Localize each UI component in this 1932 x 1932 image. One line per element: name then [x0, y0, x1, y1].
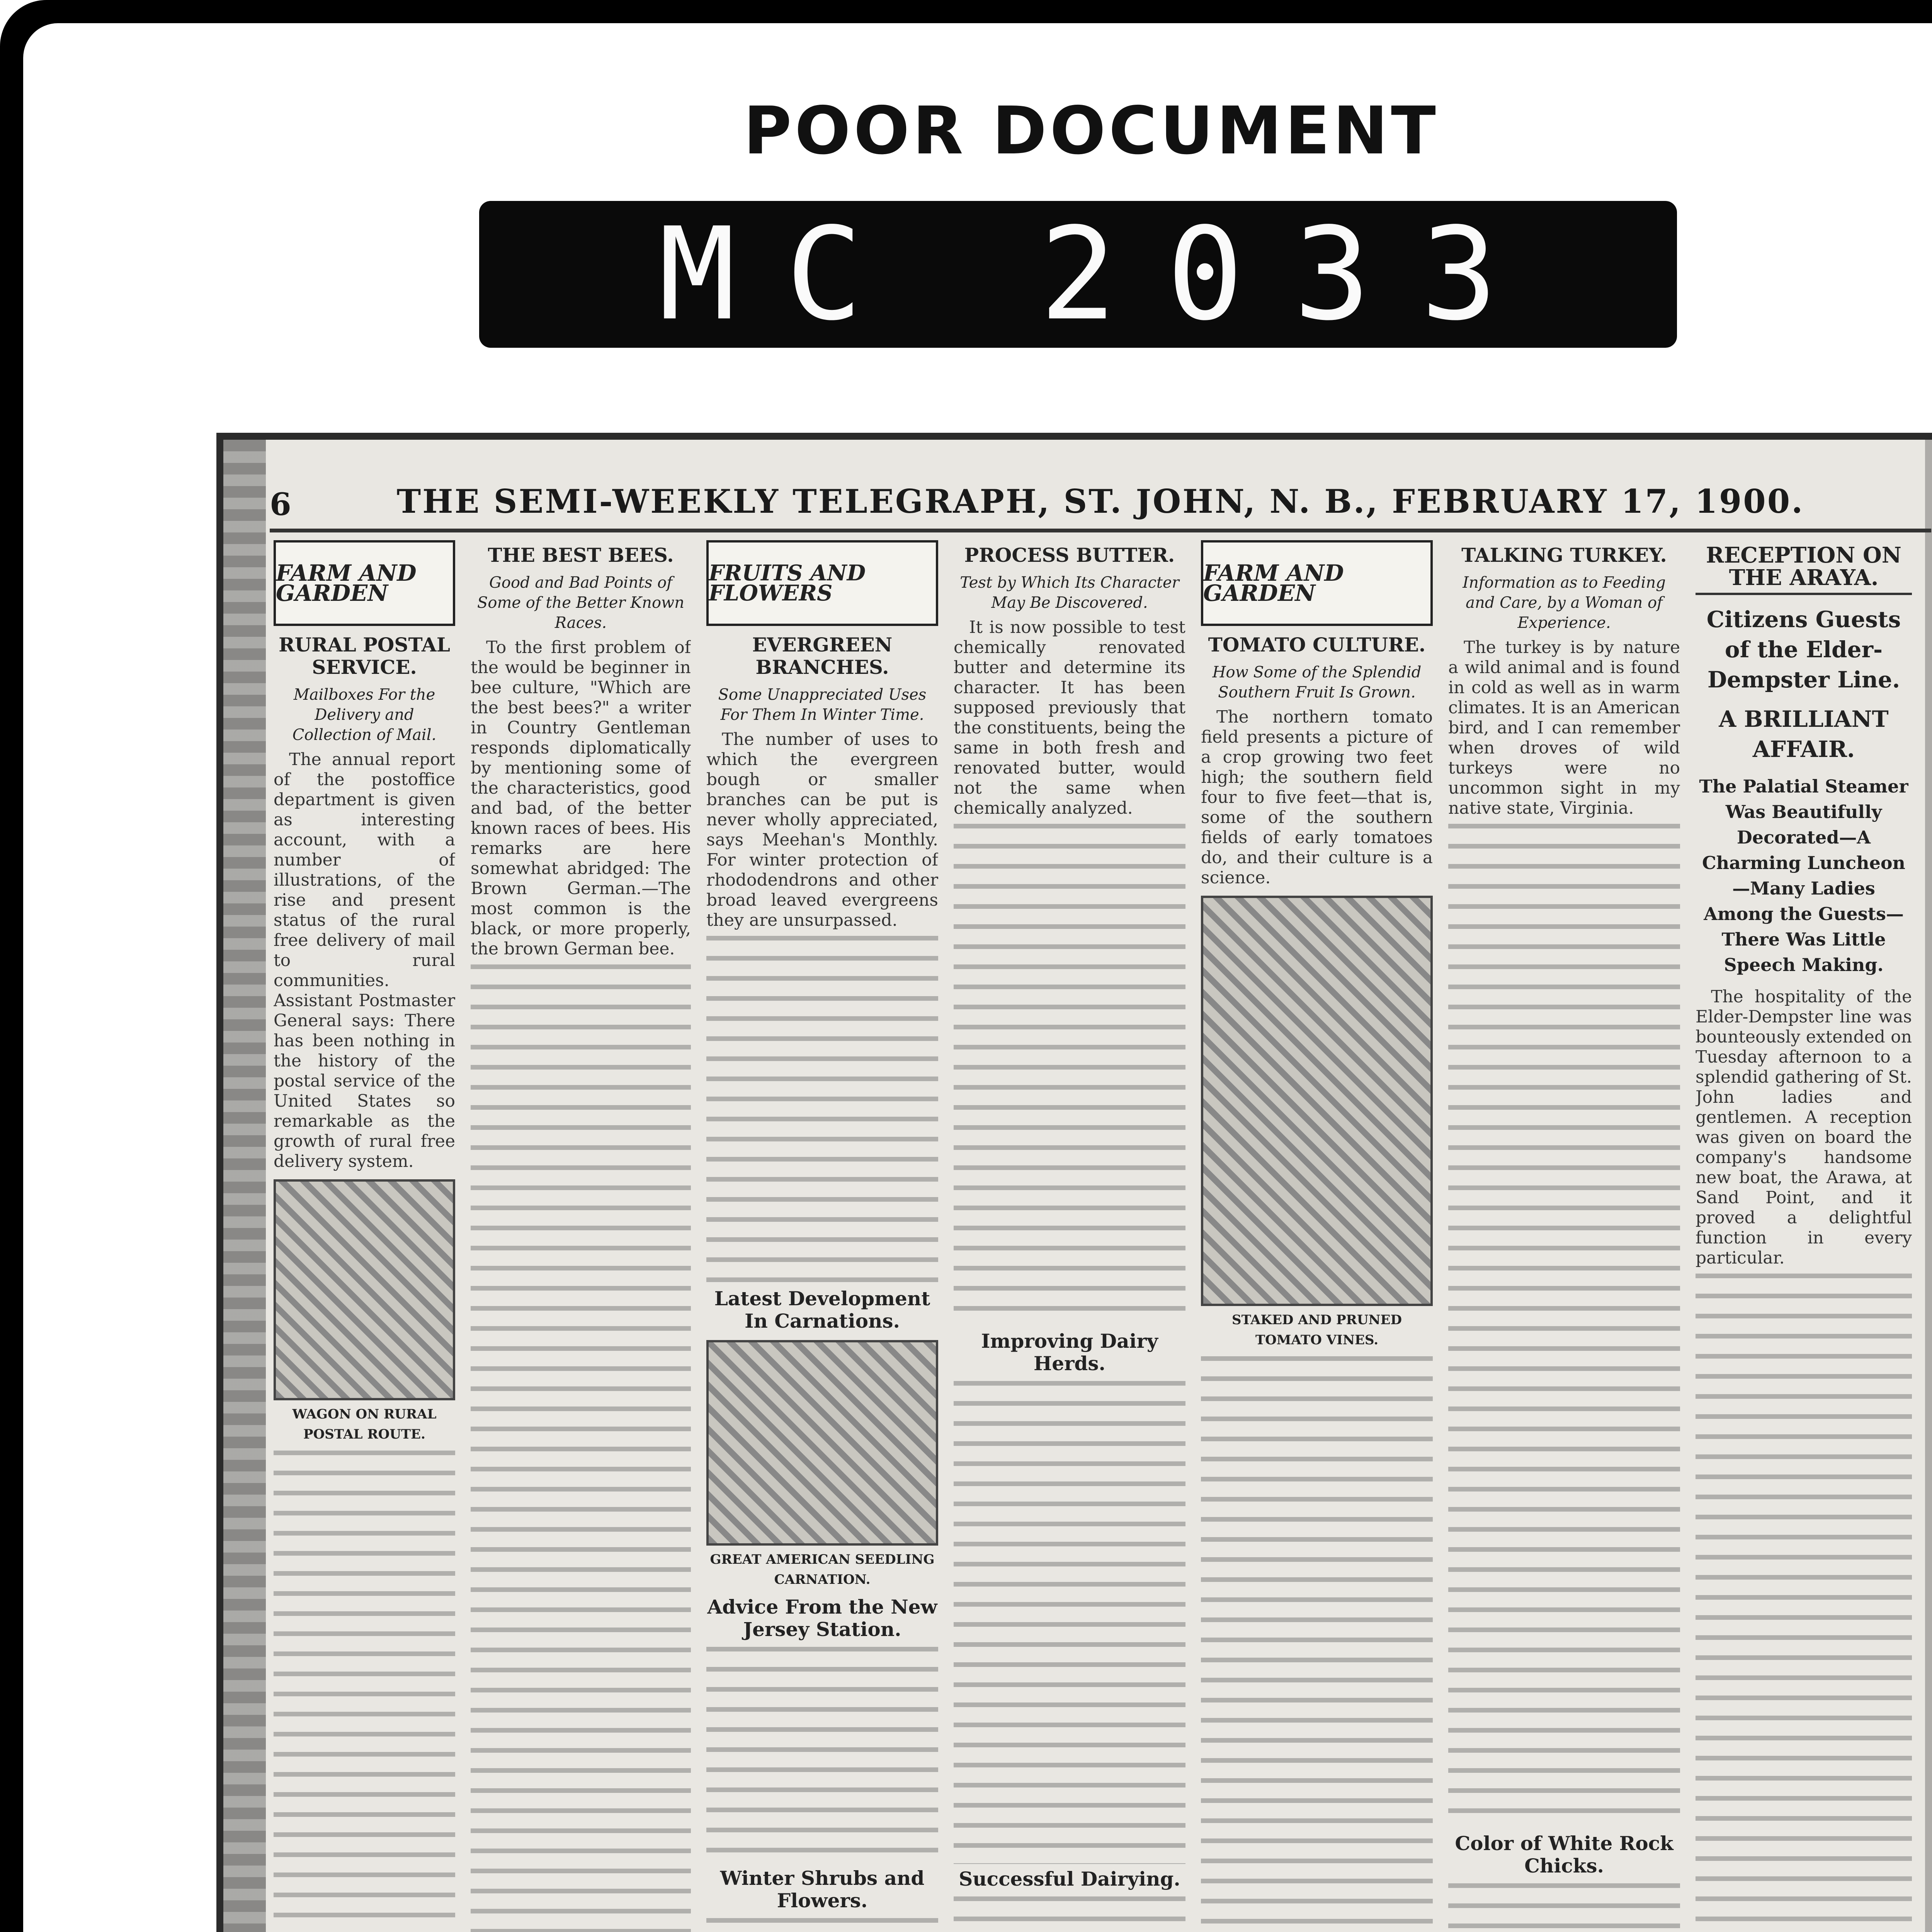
section-heading: Latest Development In Carnations.: [714, 1287, 930, 1332]
tomato-vines-illustration: [1201, 896, 1433, 1306]
text-block: [1448, 824, 1680, 1828]
article-title: RURAL POSTAL SERVICE.: [279, 633, 450, 679]
film-edge-left: [223, 440, 266, 1932]
column-4: [954, 540, 1185, 1932]
article-body: The hospitality of the Elder-Dempster line was bounteously extended on Tuesday afternoon to a splendid gathering of St. John ladies and gentlemen. A reception was given on board the company's handsome new boat, the Arawa, at Sand Point, and it proved a delightful function in every particular.: [1696, 987, 1912, 1268]
column-6: [1448, 540, 1680, 1932]
farm-garden-logo: FARM AND GARDEN: [1201, 540, 1433, 626]
text-block: [706, 1918, 938, 1932]
article-subtitle: Mailboxes For the Delivery and Collection of Mail.: [292, 686, 437, 744]
text-block: [706, 1647, 938, 1863]
text-block: [1696, 1274, 1912, 1932]
farm-garden-logo: FARM AND GARDEN: [274, 540, 455, 626]
section-heading: Successful Dairying.: [959, 1867, 1180, 1890]
article-body: The annual report of the postoffice department is given as interesting account, with a number of illustrations, of the rise and present status of the rural free delivery of mail to rural communities. Assistant Postmaster General says: There has been nothing in the history of the postal service of the United States so remarkable as the growth of rural free delivery system.: [274, 750, 455, 1171]
text-block: [471, 964, 691, 1932]
masthead: [270, 482, 1931, 532]
illustration-caption: WAGON ON RURAL POSTAL ROUTE.: [292, 1406, 437, 1442]
article-subtitle: Good and Bad Points of Some of the Better Known Races.: [477, 574, 685, 632]
article-title: EVERGREEN BRANCHES.: [752, 633, 893, 679]
text-block: [274, 1451, 455, 1932]
article-body: The number of uses to which the evergreen bough or smaller branches can be put is never wholly appreciated, says Meehan's Monthly. For winter protection of rhododendrons and other broad leaved evergreens they are unsurpassed.: [706, 730, 938, 930]
article-deck: Citizens Guests of the Elder-Dempster Line.: [1706, 606, 1901, 693]
text-block: [706, 936, 938, 1284]
poor-document-label: POOR DOCUMENT: [743, 93, 1439, 169]
article-body: The turkey is by nature a wild animal and is found in cold as well as in warm climates. It is an American bird, and I can remember when droves of wild turkeys were no uncommon sight in my native state, Virginia.: [1448, 638, 1680, 818]
text-block: [954, 1896, 1185, 1932]
article-deck: The Palatial Steamer Was Beautifully Decorated—A Charming Luncheon—Many Ladies Among the Guests—There Was Little Speech Making.: [1699, 776, 1908, 975]
article-subtitle: Test by Which Its Character May Be Discovered.: [960, 574, 1179, 612]
text-block: [1448, 1883, 1680, 1932]
column-1: [274, 540, 455, 1932]
article-subtitle: How Some of the Splendid Southern Fruit Is Grown.: [1212, 663, 1422, 701]
fruits-flowers-logo: FRUITS AND FLOWERS: [706, 540, 938, 626]
page-number: 6: [270, 486, 291, 522]
article-subtitle: Some Unappreciated Uses For Them In Winter Time.: [718, 686, 927, 724]
column-5: [1201, 540, 1433, 1932]
section-heading: Advice From the New Jersey Station.: [707, 1595, 937, 1641]
article-body: The northern tomato field presents a picture of a crop growing two feet high; the southern field four to five feet—that is, some of the southern fields of early tomatoes do, and their culture is a science.: [1201, 707, 1433, 888]
article-title: TALKING TURKEY.: [1461, 544, 1667, 566]
section-heading: Winter Shrubs and Flowers.: [720, 1867, 925, 1912]
text-block: [954, 1381, 1185, 1864]
illustration-caption: GREAT AMERICAN SEEDLING CARNATION.: [710, 1552, 935, 1587]
wagon-illustration: [274, 1179, 455, 1400]
text-block: [954, 824, 1185, 1326]
film-edge-right: [1925, 440, 1932, 1932]
column-2: [471, 540, 691, 1932]
article-title: PROCESS BUTTER.: [964, 544, 1175, 566]
article-body: To the first problem of the would be beginner in bee culture, "Which are the best bees?" a writer in Country Gentleman responds diplomatically by mentioning some of the characteristics, good and bad, of the better known races of bees. His remarks are here somewhat abridged: The Brown German.—The most common is the black, or more properly, the brown German bee.: [471, 638, 691, 959]
section-heading: Improving Dairy Herds.: [981, 1330, 1158, 1375]
text-block: [1201, 1356, 1433, 1932]
newspaper-scan: [216, 433, 1932, 1932]
masthead-title: THE SEMI-WEEKLY TELEGRAPH, ST. JOHN, N. B., FEBRUARY 17, 1900.: [396, 482, 1804, 520]
illustration-caption: STAKED AND PRUNED TOMATO VINES.: [1232, 1312, 1402, 1348]
column-7: [1696, 540, 1912, 1932]
article-title: THE BEST BEES.: [488, 544, 674, 566]
column-3: [706, 540, 938, 1932]
article-title: RECEPTION ON THE ARAYA.: [1696, 544, 1912, 595]
section-heading: Color of White Rock Chicks.: [1455, 1832, 1673, 1877]
microfilm-code-bar: MC 2033: [479, 201, 1677, 348]
article-title: TOMATO CULTURE.: [1208, 633, 1426, 656]
carnation-illustration: [706, 1340, 938, 1546]
article-subtitle: Information as to Feeding and Care, by a Woman of Experience.: [1463, 574, 1666, 632]
article-body: It is now possible to test chemically renovated butter and determine its character. It has been supposed previously that the constituents, being the same in both fresh and renovated butter, would not the same when chemically analyzed.: [954, 617, 1185, 818]
article-deck: A BRILLIANT AFFAIR.: [1719, 706, 1889, 762]
